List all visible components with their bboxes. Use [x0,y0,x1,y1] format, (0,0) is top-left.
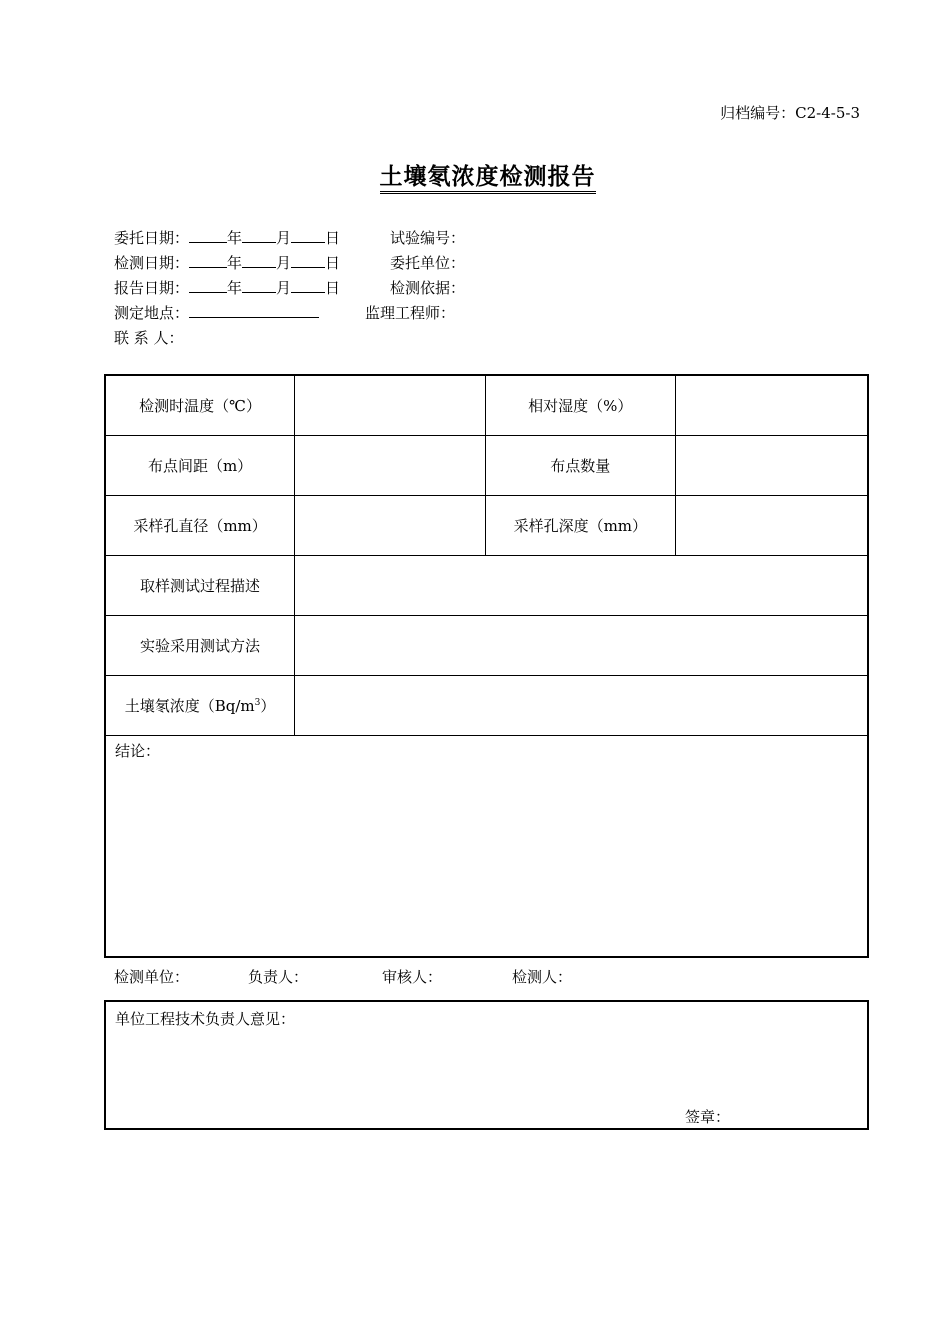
spacing-value[interactable] [295,436,485,496]
responsible-label: 负责人： [248,968,309,986]
commission-date-row: 委托日期： 年 月 日 试验编号： [114,226,340,251]
day-blank[interactable] [291,252,325,268]
humidity-value[interactable] [676,375,868,436]
year-blank[interactable] [189,227,227,243]
day-blank[interactable] [291,227,325,243]
measurement-table [104,374,869,958]
day-blank[interactable] [291,277,325,293]
diameter-label: 采样孔直径（mm） [105,496,295,556]
reviewer-label: 审核人： [382,968,443,986]
table-row [105,616,868,676]
location-blank[interactable] [189,302,319,318]
signature-line [114,966,874,988]
opinion-label: 单位工程技术负责人意见： [115,1010,296,1028]
year-blank[interactable] [189,252,227,268]
conclusion-cell[interactable] [105,736,868,958]
report-date-row: 报告日期： 年 月 日 检测依据： [114,276,340,301]
contact-row: 联 系 人： [114,329,184,347]
table-row [105,496,868,556]
process-value[interactable] [295,556,868,616]
supervisor-label: 监理工程师： [365,304,456,322]
year-blank[interactable] [189,277,227,293]
location-row: 测定地点： 监理工程师： [114,301,340,326]
test-unit-label: 检测单位： [114,968,190,986]
method-label: 实验采用测试方法 [105,616,295,676]
month-blank[interactable] [242,252,276,268]
temperature-label: 检测时温度（℃） [105,375,295,436]
stamp-label: 签章： [685,1108,731,1126]
depth-value[interactable] [676,496,868,556]
test-date-row: 检测日期： 年 月 日 委托单位： [114,251,340,276]
conclusion-label: 结论： [115,742,161,760]
archive-number: 归档编号：C2-4-5-3 [720,104,860,122]
tester-label: 检测人： [512,968,573,986]
process-label: 取样测试过程描述 [105,556,295,616]
humidity-label: 相对湿度（%） [485,375,676,436]
client-label: 委托单位： [390,254,466,272]
depth-label: 采样孔深度（mm） [485,496,676,556]
table-row [105,736,868,958]
diameter-value[interactable] [295,496,485,556]
table-row [105,436,868,496]
month-blank[interactable] [242,277,276,293]
month-blank[interactable] [242,227,276,243]
table-row [105,556,868,616]
concentration-value[interactable] [295,676,868,736]
count-label: 布点数量 [485,436,676,496]
basis-label: 检测依据： [390,279,466,297]
report-info [114,226,466,351]
spacing-label: 布点间距（m） [105,436,295,496]
page-title: 土壤氡浓度检测报告 [0,158,950,191]
concentration-label: 土壤氡浓度$(Bq/m^3)$ [105,676,295,736]
table-row [105,375,868,436]
test-no-label: 试验编号： [390,229,466,247]
count-value[interactable] [676,436,868,496]
opinion-box[interactable] [104,1000,869,1130]
table-row [105,676,868,736]
method-value[interactable] [295,616,868,676]
temperature-value[interactable] [295,375,485,436]
